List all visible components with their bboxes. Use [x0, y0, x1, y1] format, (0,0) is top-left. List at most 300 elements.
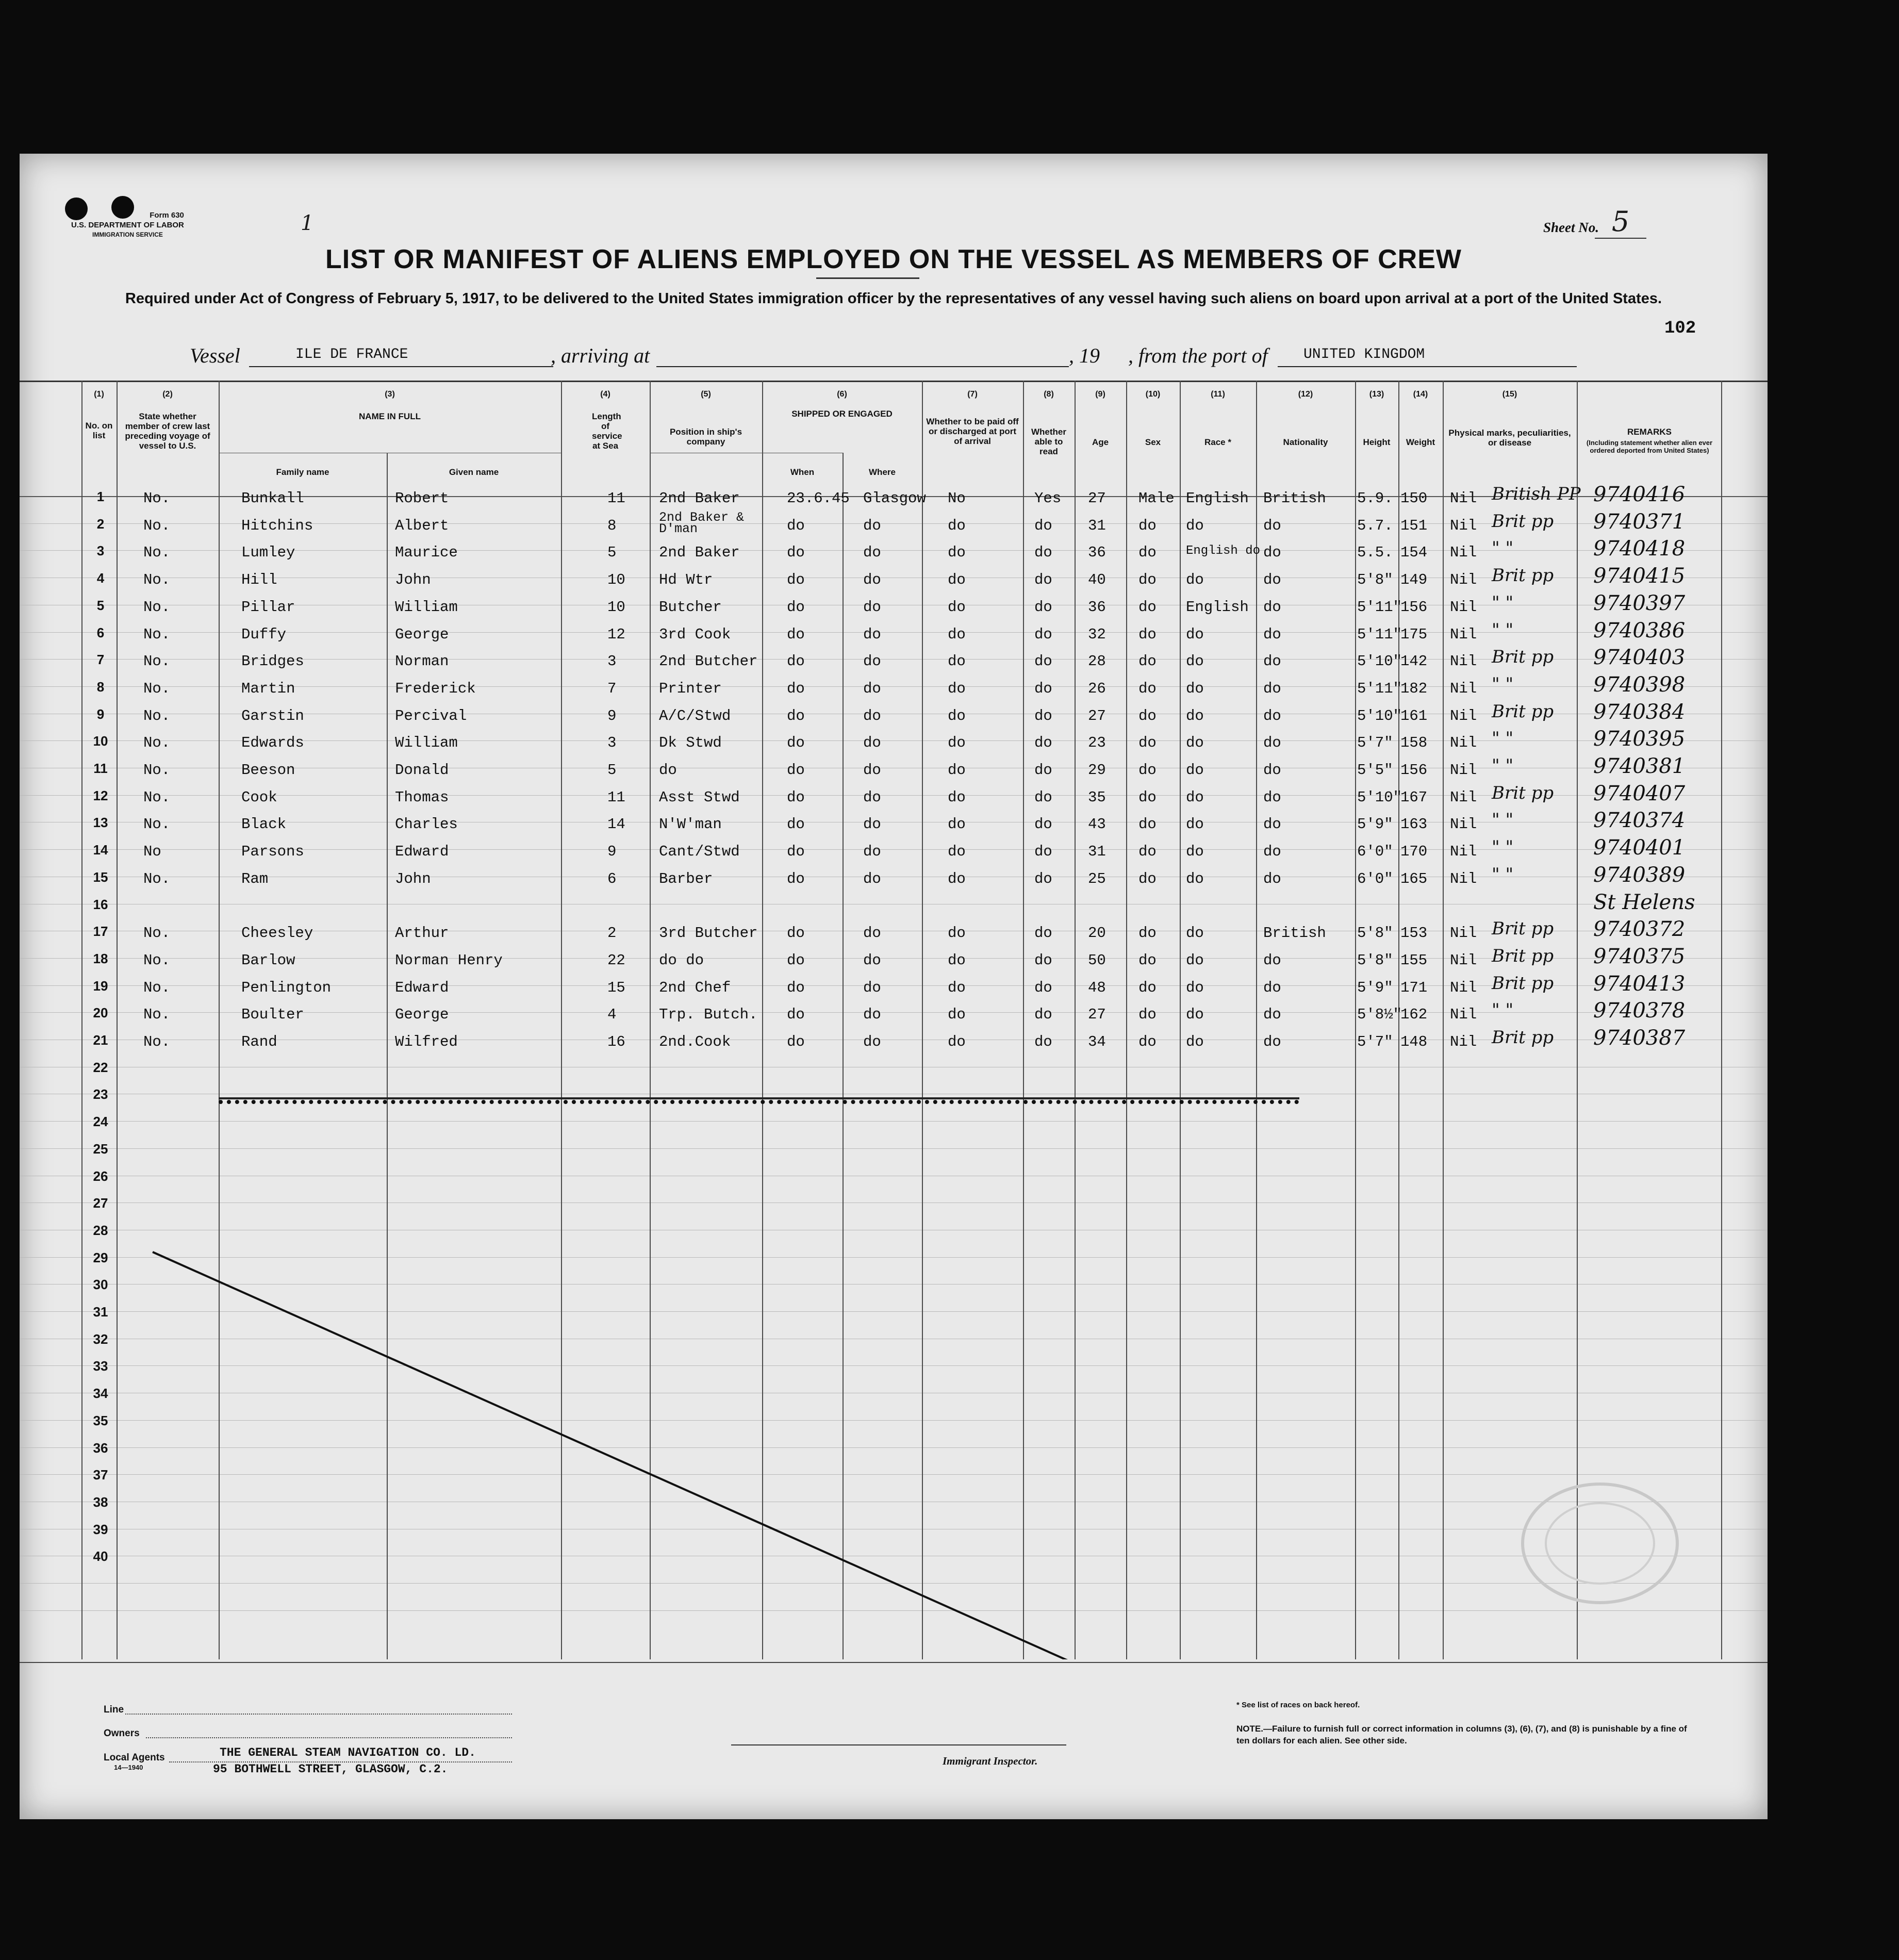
header-remarks: REMARKS [1627, 427, 1672, 437]
state-cell: No. [143, 734, 171, 752]
physical-cell: Nil [1450, 762, 1477, 779]
arriving-underline [656, 366, 1069, 367]
sex-cell: do [1138, 680, 1157, 697]
nationality-cell: do [1263, 680, 1281, 697]
service-length-cell: 10 [607, 598, 625, 616]
given-name-cell: Edward [395, 979, 449, 996]
paid-off-cell: do [948, 788, 966, 806]
physical-cell: Nil [1450, 788, 1477, 806]
position-cell: 2nd Baker [659, 490, 740, 507]
given-name-cell: Frederick [395, 680, 476, 697]
age-cell: 43 [1088, 816, 1106, 833]
age-cell: 48 [1088, 979, 1106, 996]
handwritten-mark: 1 [301, 211, 314, 235]
owners-label: Owners [104, 1728, 140, 1739]
sheet-number: 5 [1595, 205, 1646, 239]
header-when: When [790, 467, 815, 477]
where-cell: do [863, 544, 881, 562]
race-cell: do [1186, 951, 1204, 969]
position-cell: Dk Stwd [659, 734, 722, 752]
race-cell: English [1186, 490, 1249, 507]
row-number: 16 [93, 896, 108, 912]
position-cell: 2nd Butcher [659, 653, 758, 670]
row-number: 12 [93, 787, 108, 803]
given-name-cell: John [395, 870, 431, 887]
physical-cell: Nil [1450, 816, 1477, 833]
read-cell: do [1034, 680, 1052, 697]
paid-off-cell: do [948, 1033, 966, 1050]
given-name-cell: Arthur [395, 925, 449, 942]
physical-cell: Nil [1450, 1006, 1477, 1024]
given-name-cell: Norman [395, 653, 449, 670]
passport-note: Brit pp [1492, 701, 1554, 722]
line-field [125, 1714, 512, 1715]
race-cell: do [1186, 762, 1204, 779]
state-cell: No. [143, 544, 171, 562]
service-length-cell: 10 [607, 571, 625, 589]
when-cell: do [787, 707, 805, 724]
row-number: 22 [93, 1059, 108, 1075]
row-number: 2 [96, 516, 105, 532]
age-cell: 23 [1088, 734, 1106, 752]
when-cell: do [787, 979, 805, 996]
row-number: 17 [93, 924, 108, 940]
sex-cell: do [1138, 843, 1157, 861]
when-cell: do [787, 571, 805, 589]
age-cell: 35 [1088, 788, 1106, 806]
position-cell: A/C/Stwd [659, 707, 731, 724]
row-number: 7 [96, 652, 105, 668]
where-cell: do [863, 870, 881, 887]
nationality-cell: do [1263, 571, 1281, 589]
service-length-cell: 22 [607, 951, 625, 969]
age-cell: 40 [1088, 571, 1106, 589]
weight-cell: 150 [1400, 490, 1428, 507]
physical-cell: Nil [1450, 1033, 1477, 1050]
header-state-whether: State whether member of crew last preceding voyage of vessel to U.S. [125, 411, 210, 451]
age-cell: 36 [1088, 598, 1106, 616]
nationality-cell: do [1263, 843, 1281, 861]
read-cell: do [1034, 843, 1052, 861]
physical-cell: Nil [1450, 680, 1477, 697]
nationality-cell: do [1263, 1006, 1281, 1024]
remark-cell: 9740386 [1593, 618, 1686, 643]
row-number: 33 [93, 1358, 108, 1374]
weight-cell: 165 [1400, 870, 1428, 887]
remark-cell: 9740415 [1593, 564, 1686, 588]
read-cell: do [1034, 571, 1052, 589]
family-name-cell: Garstin [241, 707, 304, 724]
when-cell: do [787, 1006, 805, 1024]
position-cell: Asst Stwd [659, 788, 740, 806]
age-cell: 29 [1088, 762, 1106, 779]
nationality-cell: do [1263, 1033, 1281, 1050]
col-number: (2) [162, 390, 173, 399]
state-cell: No. [143, 870, 171, 887]
vessel-label: Vessel [190, 344, 240, 367]
state-cell: No. [143, 598, 171, 616]
inspector-label: Immigrant Inspector. [943, 1755, 1038, 1767]
manifest-sheet [20, 154, 1768, 1819]
service-length-cell: 3 [607, 653, 617, 670]
where-cell: do [863, 925, 881, 942]
service-length-cell: 6 [607, 870, 617, 887]
read-cell: do [1034, 734, 1052, 752]
family-name-cell: Hill [241, 571, 277, 589]
passport-note: Brit pp [1492, 918, 1554, 940]
row-number: 26 [93, 1168, 108, 1184]
state-cell: No. [143, 680, 171, 697]
state-cell: No. [143, 979, 171, 996]
remark-cell: 9740381 [1593, 754, 1686, 778]
weight-cell: 153 [1400, 925, 1428, 942]
paid-off-cell: do [948, 951, 966, 969]
passport-note: " " [1492, 837, 1514, 858]
col-number: (8) [1044, 390, 1054, 399]
service-length-cell: 15 [607, 979, 625, 996]
footer-rule [20, 1662, 1768, 1663]
sex-cell: do [1138, 1033, 1157, 1050]
remark-cell: 9740374 [1593, 809, 1686, 833]
remark-cell: 9740384 [1593, 700, 1686, 724]
physical-cell: Nil [1450, 598, 1477, 616]
department-name: U.S. DEPARTMENT OF LABOR [71, 221, 184, 229]
race-cell: do [1186, 843, 1204, 861]
given-name-cell: Charles [395, 816, 458, 833]
position-cell: do do [659, 951, 704, 969]
read-cell: do [1034, 625, 1052, 643]
from-port: UNITED KINGDOM [1303, 347, 1425, 363]
age-cell: 20 [1088, 925, 1106, 942]
from-port-underline [1278, 366, 1577, 367]
row-number: 31 [93, 1304, 108, 1320]
col-number: (4) [600, 390, 610, 399]
nationality-cell: do [1263, 707, 1281, 724]
family-name-cell: Duffy [241, 625, 287, 643]
service-length-cell: 14 [607, 816, 625, 833]
given-name-cell: Albert [395, 517, 449, 534]
when-cell: do [787, 734, 805, 752]
service-length-cell: 11 [607, 788, 625, 806]
read-cell: do [1034, 598, 1052, 616]
paid-off-cell: do [948, 653, 966, 670]
age-cell: 26 [1088, 680, 1106, 697]
passport-note: " " [1492, 673, 1514, 695]
where-cell: do [863, 788, 881, 806]
height-cell: 5'7" [1357, 734, 1393, 752]
header-length-service: Length of service at Sea [592, 411, 622, 451]
age-cell: 28 [1088, 653, 1106, 670]
header-age: Age [1092, 437, 1109, 447]
physical-cell: Nil [1450, 653, 1477, 670]
remark-cell: 9740395 [1593, 727, 1686, 751]
from-port-label: , from the port of [1128, 344, 1268, 367]
row-number: 25 [93, 1141, 108, 1157]
service-length-cell: 12 [607, 625, 625, 643]
given-name-cell: Percival [395, 707, 467, 724]
header-weight: Weight [1406, 437, 1435, 447]
row-number: 8 [96, 679, 105, 695]
given-name-cell: William [395, 734, 458, 752]
read-cell: do [1034, 517, 1052, 534]
state-cell: No. [143, 762, 171, 779]
paid-off-cell: do [948, 870, 966, 887]
race-footnote: * See list of races on back hereof. [1236, 1701, 1360, 1709]
read-cell: do [1034, 707, 1052, 724]
nationality-cell: do [1263, 517, 1281, 534]
read-cell: do [1034, 979, 1052, 996]
when-cell: do [787, 625, 805, 643]
header-given-name: Given name [449, 467, 499, 477]
weight-cell: 163 [1400, 816, 1428, 833]
row-number: 30 [93, 1277, 108, 1293]
age-cell: 31 [1088, 517, 1106, 534]
state-cell: No. [143, 1033, 171, 1050]
service-length-cell: 11 [607, 490, 625, 507]
passport-note: Brit pp [1492, 510, 1554, 532]
weight-cell: 182 [1400, 680, 1428, 697]
read-cell: do [1034, 1006, 1052, 1024]
position-cell: 2nd Baker & D'man [659, 509, 745, 536]
nationality-cell: do [1263, 816, 1281, 833]
sex-cell: do [1138, 816, 1157, 833]
nationality-cell: do [1263, 544, 1281, 562]
state-cell: No. [143, 951, 171, 969]
row-number: 15 [93, 869, 108, 885]
height-cell: 5'10" [1357, 788, 1402, 806]
arriving-label: , arriving at [551, 344, 650, 367]
when-cell: do [787, 1033, 805, 1050]
row-number: 35 [93, 1412, 108, 1428]
position-cell: Trp. Butch. [659, 1006, 758, 1024]
state-cell: No. [143, 490, 171, 507]
footer [20, 1662, 1768, 1817]
header-no-on-list: No. on list [85, 421, 113, 440]
sex-cell: do [1138, 517, 1157, 534]
service-length-cell: 9 [607, 843, 617, 861]
row-number: 27 [93, 1195, 108, 1211]
family-name-cell: Boulter [241, 1006, 304, 1024]
vessel-line [20, 343, 1768, 369]
row-number: 10 [93, 733, 108, 749]
when-cell: 23.6.45 [787, 490, 850, 507]
sex-cell: do [1138, 625, 1157, 643]
passport-note: Brit pp [1492, 565, 1554, 586]
where-cell: do [863, 1006, 881, 1024]
col-number: (10) [1145, 390, 1161, 399]
weight-cell: 162 [1400, 1006, 1428, 1024]
weight-cell: 170 [1400, 843, 1428, 861]
race-cell: English [1186, 598, 1249, 616]
age-cell: 32 [1088, 625, 1106, 643]
state-cell: No. [143, 707, 171, 724]
header-family-name: Family name [276, 467, 329, 477]
read-cell: Yes [1034, 490, 1062, 507]
passport-note: Brit pp [1492, 647, 1554, 668]
vessel-underline [249, 366, 553, 367]
col-number: (14) [1413, 390, 1428, 399]
family-name-cell: Martin [241, 680, 295, 697]
weight-cell: 171 [1400, 979, 1428, 996]
height-cell: 5'8½" [1357, 1006, 1402, 1024]
position-cell: do [659, 762, 677, 779]
row-number: 40 [93, 1549, 108, 1564]
passport-note: Brit pp [1492, 782, 1554, 803]
nationality-cell: do [1263, 653, 1281, 670]
passport-note: " " [1492, 538, 1514, 559]
when-cell: do [787, 517, 805, 534]
service-name: IMMIGRATION SERVICE [92, 231, 163, 238]
sex-cell: do [1138, 707, 1157, 724]
when-cell: do [787, 788, 805, 806]
agents-code: 14—1940 [114, 1764, 143, 1771]
sex-cell: do [1138, 544, 1157, 562]
given-name-cell: George [395, 625, 449, 643]
height-cell: 5'5" [1357, 762, 1393, 779]
race-cell: do [1186, 571, 1204, 589]
height-cell: 6'0" [1357, 870, 1393, 887]
read-cell: do [1034, 925, 1052, 942]
physical-cell: Nil [1450, 490, 1477, 507]
row-number: 37 [93, 1467, 108, 1483]
where-cell: do [863, 653, 881, 670]
col-number: (7) [967, 390, 978, 399]
row-number: 13 [93, 815, 108, 831]
vessel-name: ILE DE FRANCE [295, 347, 408, 363]
paid-off-cell: do [948, 544, 966, 562]
row-number: 11 [93, 761, 108, 776]
when-cell: do [787, 762, 805, 779]
where-cell: do [863, 571, 881, 589]
sex-cell: do [1138, 762, 1157, 779]
header-sex: Sex [1145, 437, 1161, 447]
paid-off-cell: do [948, 680, 966, 697]
row-number: 36 [93, 1440, 108, 1456]
where-cell: do [863, 625, 881, 643]
passport-note: " " [1492, 728, 1514, 749]
service-length-cell: 5 [607, 762, 617, 779]
remark-cell: 9740398 [1593, 672, 1686, 697]
race-cell: do [1186, 653, 1204, 670]
col-number: (6) [837, 390, 847, 399]
family-name-cell: Bunkall [241, 490, 304, 507]
nationality-cell: do [1263, 951, 1281, 969]
family-name-cell: Rand [241, 1033, 277, 1050]
weight-cell: 151 [1400, 517, 1428, 534]
state-cell: No [143, 843, 161, 861]
row-number: 28 [93, 1222, 108, 1238]
physical-cell: Nil [1450, 734, 1477, 752]
race-cell: do [1186, 734, 1204, 752]
sex-cell: do [1138, 788, 1157, 806]
position-cell: Butcher [659, 598, 722, 616]
race-cell: do [1186, 1033, 1204, 1050]
state-cell: No. [143, 788, 171, 806]
family-name-cell: Barlow [241, 951, 295, 969]
physical-cell: Nil [1450, 625, 1477, 643]
family-name-cell: Cook [241, 788, 277, 806]
paid-off-cell: do [948, 843, 966, 861]
header-where: Where [869, 467, 896, 477]
passport-note: " " [1492, 755, 1514, 776]
sex-cell: do [1138, 979, 1157, 996]
remark-cell: 9740371 [1593, 509, 1686, 534]
col-number: (3) [385, 390, 395, 399]
row-number: 32 [93, 1331, 108, 1347]
where-cell: do [863, 816, 881, 833]
race-cell: do [1186, 788, 1204, 806]
nationality-cell: do [1263, 734, 1281, 752]
paid-off-cell: do [948, 816, 966, 833]
service-length-cell: 9 [607, 707, 617, 724]
sex-cell: do [1138, 598, 1157, 616]
family-name-cell: Beeson [241, 762, 295, 779]
service-length-cell: 2 [607, 925, 617, 942]
passport-note: British PP [1492, 484, 1581, 504]
physical-cell: Nil [1450, 517, 1477, 534]
state-cell: No. [143, 625, 171, 643]
sex-cell: do [1138, 925, 1157, 942]
when-cell: do [787, 816, 805, 833]
when-cell: do [787, 598, 805, 616]
physical-cell: Nil [1450, 870, 1477, 887]
where-cell: do [863, 979, 881, 996]
when-cell: do [787, 544, 805, 562]
position-cell: Printer [659, 680, 722, 697]
fine-note: NOTE.—Failure to furnish full or correct information in columns (3), (6), (7), and (8) is punishable by a fine of ten dollars for each alien. See other side. [1236, 1724, 1687, 1745]
height-cell: 5'7" [1357, 1033, 1393, 1050]
where-cell: do [863, 598, 881, 616]
row-number: 6 [96, 624, 105, 640]
when-cell: do [787, 680, 805, 697]
height-cell: 5'11" [1357, 680, 1402, 697]
height-cell: 5'11" [1357, 598, 1402, 616]
where-cell: do [863, 1033, 881, 1050]
family-name-cell: Penlington [241, 979, 332, 996]
age-cell: 34 [1088, 1033, 1106, 1050]
age-cell: 36 [1088, 544, 1106, 562]
given-name-cell: John [395, 571, 431, 589]
col-number: (12) [1298, 390, 1313, 399]
position-cell: Barber [659, 870, 713, 887]
paid-off-cell: do [948, 571, 966, 589]
row-number: 39 [93, 1521, 108, 1537]
when-cell: do [787, 925, 805, 942]
title-rule [816, 277, 919, 279]
physical-cell: Nil [1450, 925, 1477, 942]
when-cell: do [787, 653, 805, 670]
height-cell: 5'8" [1357, 925, 1393, 942]
position-cell: 2nd.Cook [659, 1033, 731, 1050]
cancellation-line [20, 381, 1768, 1659]
when-cell: do [787, 870, 805, 887]
where-cell: Glasgow [863, 490, 926, 507]
header-paid-off: Whether to be paid off or discharged at port of arrival [926, 417, 1019, 446]
weight-cell: 156 [1400, 598, 1428, 616]
race-cell: do [1186, 625, 1204, 643]
height-cell: 5.9. [1357, 490, 1393, 507]
age-cell: 31 [1088, 843, 1106, 861]
race-cell: do [1186, 680, 1204, 697]
sex-cell: do [1138, 653, 1157, 670]
race-cell: do [1186, 517, 1204, 534]
given-name-cell: Edward [395, 843, 449, 861]
read-cell: do [1034, 653, 1052, 670]
physical-cell: Nil [1450, 571, 1477, 589]
line-label: Line [104, 1704, 124, 1715]
paid-off-cell: do [948, 625, 966, 643]
remark-cell: 9740397 [1593, 591, 1686, 615]
